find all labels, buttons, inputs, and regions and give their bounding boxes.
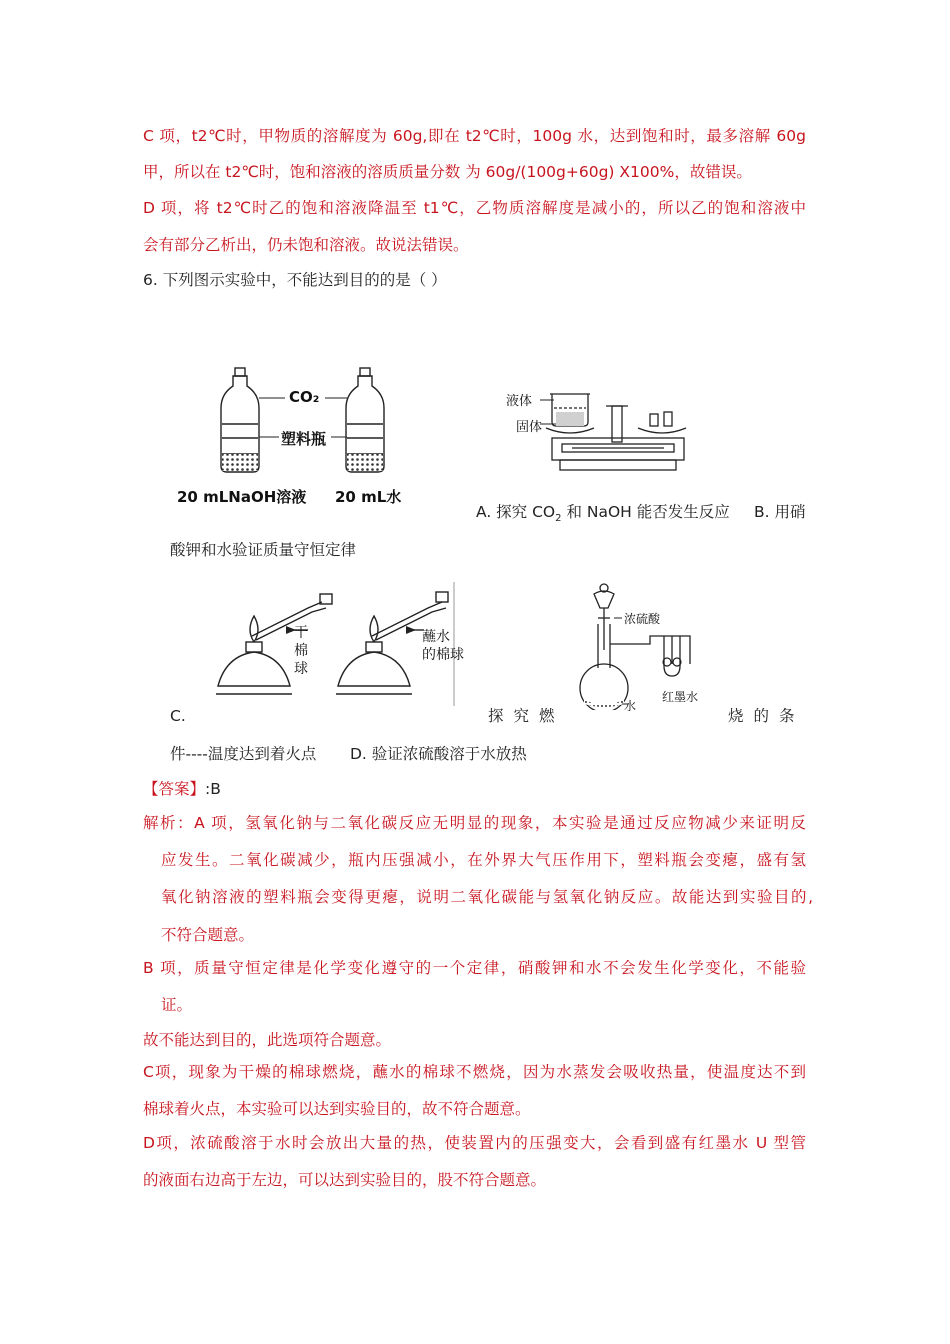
option-b-start: B. 用硝 xyxy=(754,503,806,521)
option-a: A. 探究 $CO_2$ 和 NaOH 能否发生反应 xyxy=(476,503,730,525)
figure-d-flask xyxy=(572,580,712,713)
flask-water xyxy=(584,700,624,707)
arrow-wet xyxy=(406,626,416,634)
answer-bracket: 【答案】 xyxy=(143,780,206,798)
red-ink-label: 红墨水 xyxy=(662,690,699,704)
answer-value: :B xyxy=(205,780,221,798)
analysis-b-line1: B 项，质量守恒定律是化学变化遵守的一个定律，硝酸钾和水不会发生化学变化，不能验 xyxy=(143,959,806,977)
option-c-prefix: C. xyxy=(170,707,186,725)
analysis-c-line2: 棉球着火点，本实验可以达到实验目的，故不符合题意。 xyxy=(143,1100,531,1118)
analysis-d-line1: D项，浓硫酸溶于水时会放出大量的热，使装置内的压强变大，会看到盛有红墨水 U 型管 xyxy=(143,1134,806,1152)
answer-line xyxy=(143,779,221,799)
option-c-continued: 件----温度达到着火点 xyxy=(170,745,317,763)
question-stem: 6. 下列图示实验中，不能达到目的的是（ ） xyxy=(143,271,447,289)
prev-d-line1: D 项，将 t2℃时乙的饱和溶液降温至 t1℃，乙物质溶解度是减小的，所以乙的饱和溶液中 xyxy=(143,199,806,217)
analysis-a-line2: 应发生。二氧化碳减少，瓶内压强减小，在外界大气压作用下，塑料瓶会变瘪，盛有氢 xyxy=(161,851,806,869)
naoh-caption: 20 mLNaOH溶液 xyxy=(177,488,307,506)
analysis-c-line1: C项，现象为干燥的棉球燃烧，蘸水的棉球不燃烧，因为水蒸发会吸收热量，使温度达不到 xyxy=(143,1063,806,1081)
plastic-bottle-label: 塑料瓶 xyxy=(281,430,327,448)
co2-label: CO₂ xyxy=(289,388,320,406)
solid-label: 固体 xyxy=(516,420,543,435)
option-c-end: 烧的条 xyxy=(728,707,805,725)
wet-cotton-label-2: 的棉球 xyxy=(422,647,464,663)
figure-b-balance xyxy=(506,382,702,482)
dry-cotton-label-1: 干 xyxy=(294,625,308,641)
water-label: 水 xyxy=(624,699,637,713)
figure-c-lamps xyxy=(212,582,464,706)
analysis-a-line4: 不符合题意。 xyxy=(161,926,255,944)
beaker-liquid xyxy=(556,412,584,426)
prev-c-line1: C 项，t2℃时，甲物质的溶解度为 60g,即在 t2℃时，100g 水，达到饱和时，最多溶解 60g xyxy=(143,127,806,145)
analysis-b-line2: 证。 xyxy=(161,996,193,1014)
conc-sulfuric-label: 浓硫酸 xyxy=(624,612,661,626)
analysis-a-line3: 氧化钠溶液的塑料瓶会变得更瘪，说明二氧化碳能与氢氧化钠反应。故能达到实验目的, xyxy=(161,888,813,906)
dry-cotton-label-3: 球 xyxy=(294,661,308,677)
prev-d-line2: 会有部分乙析出，仍未饱和溶液。故说法错误。 xyxy=(143,236,469,254)
lamps-illustration xyxy=(212,582,456,706)
liquid-label: 液体 xyxy=(506,394,533,409)
option-c-mid: 探究燃 xyxy=(488,707,565,725)
analysis-a-line1: 解析：A 项，氢氧化钠与二氧化碳反应无明显的现象，本实验是通过反应物减少来证明反 xyxy=(143,814,806,832)
left-liquid xyxy=(222,454,258,471)
right-liquid xyxy=(347,454,383,471)
wet-cotton-label-1: 蘸水 xyxy=(422,629,450,645)
prev-c-line2: 甲，所以在 t2℃时，饱和溶液的溶质质量分数 为 60g/(100g+60g) X100%，故错误。 xyxy=(143,163,752,181)
analysis-d-line2: 的液面右边高于左边，可以达到实验目的，股不符合题意。 xyxy=(143,1171,547,1189)
dry-cotton-label-2: 棉 xyxy=(294,643,308,659)
figure-a-bottles xyxy=(175,362,420,510)
analysis-b-line3: 故不能达到目的，此选项符合题意。 xyxy=(143,1031,392,1049)
option-b-continued: 酸钾和水验证质量守恒定律 xyxy=(170,541,357,559)
water-caption: 20 mL水 xyxy=(335,488,402,506)
option-d: D. 验证浓硫酸溶于水放热 xyxy=(350,745,527,763)
